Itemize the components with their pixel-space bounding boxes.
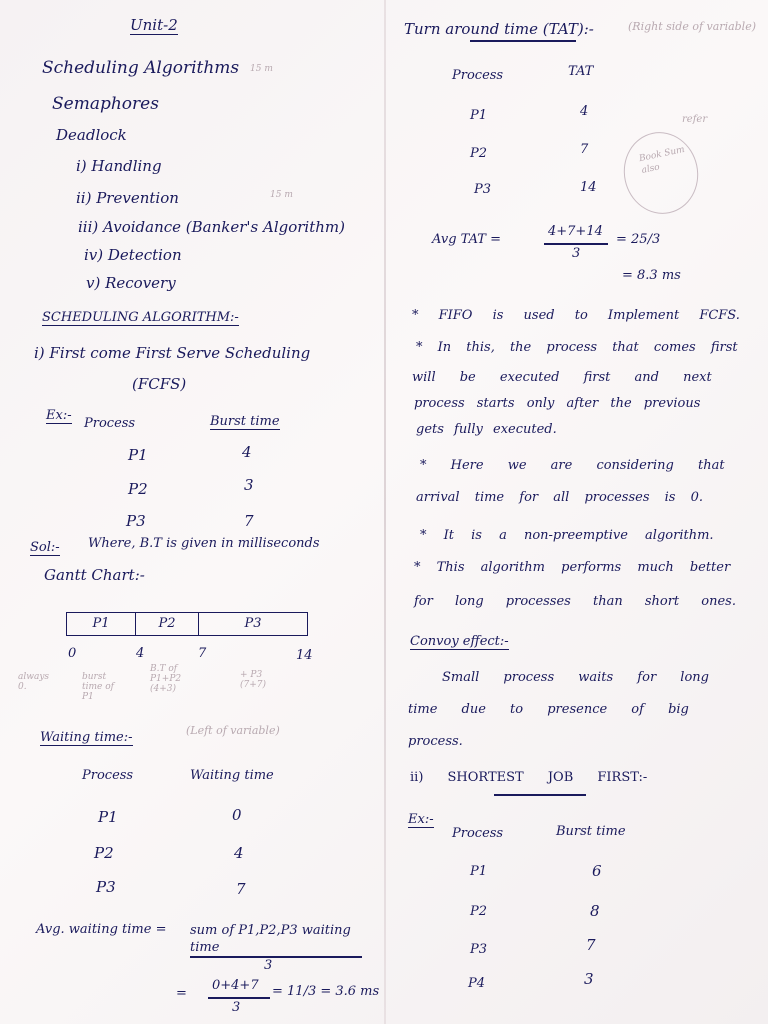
solution-text: Where, B.T is given in milliseconds — [88, 536, 320, 551]
bullet-line: for long processes than short ones. — [414, 594, 736, 609]
underline — [494, 794, 586, 796]
gantt-cell-p1: P1 — [67, 613, 136, 635]
table2-cell: P2 — [94, 844, 114, 862]
deadlock-item: ii) Prevention — [76, 189, 179, 207]
table4-cell: 7 — [586, 936, 596, 954]
table4-cell: P1 — [470, 864, 488, 879]
table1-cell: 7 — [244, 512, 254, 530]
marks-note: 15 m — [270, 190, 293, 200]
avg-eq: = — [176, 986, 187, 1001]
table4-cell: 3 — [584, 970, 594, 988]
bullet-line: will be executed first and next — [412, 370, 712, 385]
table1-cell: 3 — [244, 476, 254, 494]
tat-note: (Right side of variable) — [628, 20, 757, 33]
table4-header: Process — [452, 826, 504, 841]
waiting-heading: Waiting time:- — [40, 730, 133, 745]
topic-semaphores: Semaphores — [52, 94, 159, 114]
table2-cell: P3 — [96, 878, 116, 896]
gantt-note: burst time of P1 — [82, 672, 114, 702]
sjf-title: ii) SHORTEST JOB FIRST:- — [410, 770, 648, 785]
bullet-line: gets fully executed. — [416, 422, 557, 437]
gantt-chart — [66, 612, 308, 636]
table3-cell: 14 — [580, 180, 597, 195]
gantt-tick: 14 — [296, 648, 313, 663]
avg-waiting-numerator: sum of P1,P2,P3 waiting time — [190, 923, 351, 955]
table1-header: Process — [84, 416, 136, 431]
table2-header: Waiting time — [190, 768, 274, 783]
table4-cell: 8 — [590, 902, 600, 920]
table4-cell: P2 — [470, 904, 488, 919]
table4-cell: P4 — [468, 976, 486, 991]
avg-tat-label: Avg TAT = — [432, 232, 501, 247]
page-fold — [384, 0, 386, 1024]
side-note-text: Book Sum also — [638, 144, 686, 176]
gantt-label: Gantt Chart:- — [44, 566, 145, 584]
tat-heading: Turn around time (TAT):- — [404, 20, 594, 38]
avg-waiting-denominator: 3 — [264, 958, 273, 973]
avg-tat-den: 3 — [572, 246, 581, 261]
fcfs-abbr: (FCFS) — [132, 375, 187, 393]
underline — [470, 40, 576, 42]
convoy-heading: Convoy effect:- — [410, 634, 509, 649]
deadlock-item: iv) Detection — [84, 246, 182, 264]
table4-cell: 6 — [592, 862, 602, 880]
waiting-note: (Left of variable) — [186, 724, 280, 737]
gantt-cell-p3: P3 — [244, 616, 262, 631]
fcfs-title: i) First come First Serve Scheduling — [34, 344, 311, 362]
gantt-tick: 0 — [68, 646, 77, 661]
gantt-note: always 0. — [18, 672, 50, 692]
table3-cell: 7 — [580, 142, 589, 157]
bullet-line: arrival time for all processes is 0. — [416, 490, 703, 505]
deadlock-item: i) Handling — [76, 157, 162, 175]
avg-tat-frac: = 25/3 — [616, 232, 661, 247]
table1-cell: P3 — [126, 512, 146, 530]
side-note-refer: refer — [682, 114, 708, 125]
gantt-tick: 4 — [136, 646, 145, 661]
fraction-bar — [544, 243, 608, 245]
topic-deadlock: Deadlock — [56, 126, 127, 144]
avg-tat-num: 4+7+14 — [548, 224, 603, 239]
table3-cell: P3 — [474, 182, 492, 197]
section-heading: SCHEDULING ALGORITHM:- — [42, 310, 239, 325]
bullet-line: * It is a non-preemptive algorithm. — [420, 528, 714, 543]
table2-cell: P1 — [98, 808, 118, 826]
solution-label: Sol:- — [30, 540, 60, 555]
avg-tat-result: = 8.3 ms — [622, 268, 681, 283]
bullet-line: * This algorithm performs much better — [414, 560, 731, 575]
unit-title: Unit-2 — [130, 16, 178, 34]
table3-cell: P1 — [470, 108, 488, 123]
table3-header: TAT — [568, 64, 594, 79]
bullet-line: * Here we are considering that — [420, 458, 725, 473]
fraction-bar — [208, 997, 270, 999]
avg-waiting-label: Avg. waiting time = — [36, 922, 167, 937]
avg-den2: 3 — [232, 1000, 241, 1015]
bullet-line: * FIFO is used to Implement FCFS. — [412, 308, 740, 323]
deadlock-item: v) Recovery — [86, 274, 176, 292]
table1-cell: 4 — [242, 443, 252, 461]
table3-cell: 4 — [580, 104, 589, 119]
convoy-line: process. — [408, 734, 463, 749]
avg-result: = 11/3 = 3.6 ms — [272, 984, 380, 999]
example-label: Ex:- — [408, 812, 434, 827]
convoy-line: time due to presence of big — [408, 702, 689, 717]
bullet-line: process starts only after the previous — [414, 396, 701, 411]
table1-header: Burst time — [210, 414, 280, 429]
table3-cell: P2 — [470, 146, 488, 161]
topic-scheduling: Scheduling Algorithms — [42, 58, 240, 78]
bullet-line: * In this, the process that comes first — [416, 340, 738, 355]
gantt-note: B.T of P1+P2 (4+3) — [150, 664, 182, 694]
example-label: Ex:- — [46, 408, 72, 423]
table1-cell: P2 — [128, 480, 148, 498]
fraction-bar — [190, 956, 362, 958]
deadlock-item: iii) Avoidance (Banker's Algorithm) — [78, 218, 345, 236]
gantt-note: + P3 (7+7) — [240, 670, 267, 690]
table1-cell: P1 — [128, 446, 148, 464]
table3-header: Process — [452, 68, 504, 83]
table2-header: Process — [82, 768, 134, 783]
gantt-tick: 7 — [198, 646, 207, 661]
table4-cell: P3 — [470, 942, 488, 957]
gantt-cell-p2: P2 — [136, 613, 199, 635]
table4-header: Burst time — [556, 824, 626, 839]
table2-cell: 0 — [232, 806, 242, 824]
avg-num2: 0+4+7 — [212, 978, 259, 993]
marks-note: 15 m — [250, 64, 273, 74]
convoy-line: Small process waits for long — [442, 670, 709, 685]
table2-cell: 4 — [234, 844, 244, 862]
table2-cell: 7 — [236, 880, 246, 898]
